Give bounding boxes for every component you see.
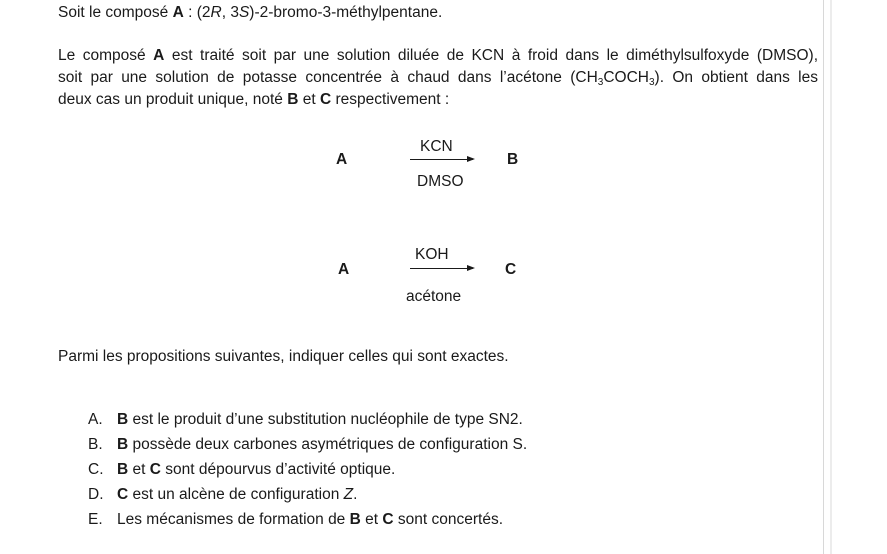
option-letter: D. <box>88 486 104 503</box>
reaction-2-reagent: KOH <box>415 246 449 263</box>
option-text: Les mécanismes de formation de B et C sont concertés. <box>117 511 503 528</box>
option-letter: C. <box>88 461 104 478</box>
intro-line <box>58 3 442 23</box>
page-edge-line <box>823 0 824 554</box>
option-letter: E. <box>88 511 103 528</box>
reaction-1-reagent: KCN <box>420 138 453 155</box>
paragraph-line-1: Le composé A est traité soit par une solution diluée de KCN à froid dans le diméthylsulfoxyde (DMSO), <box>58 47 819 64</box>
intro-text: , 3 <box>221 4 239 21</box>
option-text: C est un alcène de configuration Z. <box>117 486 358 503</box>
reaction-1-reactant: A <box>336 151 348 168</box>
problem-paragraph <box>58 45 818 111</box>
option-letter: A. <box>88 411 103 428</box>
paragraph-line-3: deux cas un produit unique, noté B et C respectivement : <box>58 91 450 108</box>
option-text: B et C sont dépourvus d’activité optique. <box>117 461 396 478</box>
intro-text: Soit le composé <box>58 4 173 21</box>
reaction-2-reactant: A <box>338 261 350 278</box>
option-text: B possède deux carbones asymétriques de configuration S. <box>117 436 528 453</box>
reaction-1-solvent: DMSO <box>417 173 464 190</box>
reaction-1-arrow <box>410 159 473 160</box>
intro-text: : (2 <box>183 4 211 21</box>
reaction-2-solvent: acétone <box>406 288 462 305</box>
reaction-2-product: C <box>505 261 517 278</box>
question-text: Parmi les propositions suivantes, indiquer celles qui sont exactes. <box>58 348 509 365</box>
option-letter: B. <box>88 436 103 453</box>
paragraph-line-2: soit par une solution de potasse concentrée à chaud dans l’acétone $(CH_3COCH_3)$. On obtient dans les <box>58 69 818 88</box>
config-s: S <box>238 4 250 21</box>
option-text: B est le produit d’une substitution nucléophile de type SN2. <box>117 411 523 428</box>
page-edge-shadow <box>830 0 832 554</box>
compound-a-label: A <box>172 4 184 21</box>
reaction-1-product: B <box>507 151 519 168</box>
config-r: R <box>210 4 222 21</box>
reaction-2-arrow <box>410 268 473 269</box>
intro-text: )-2-bromo-3-méthylpentane. <box>249 4 443 21</box>
